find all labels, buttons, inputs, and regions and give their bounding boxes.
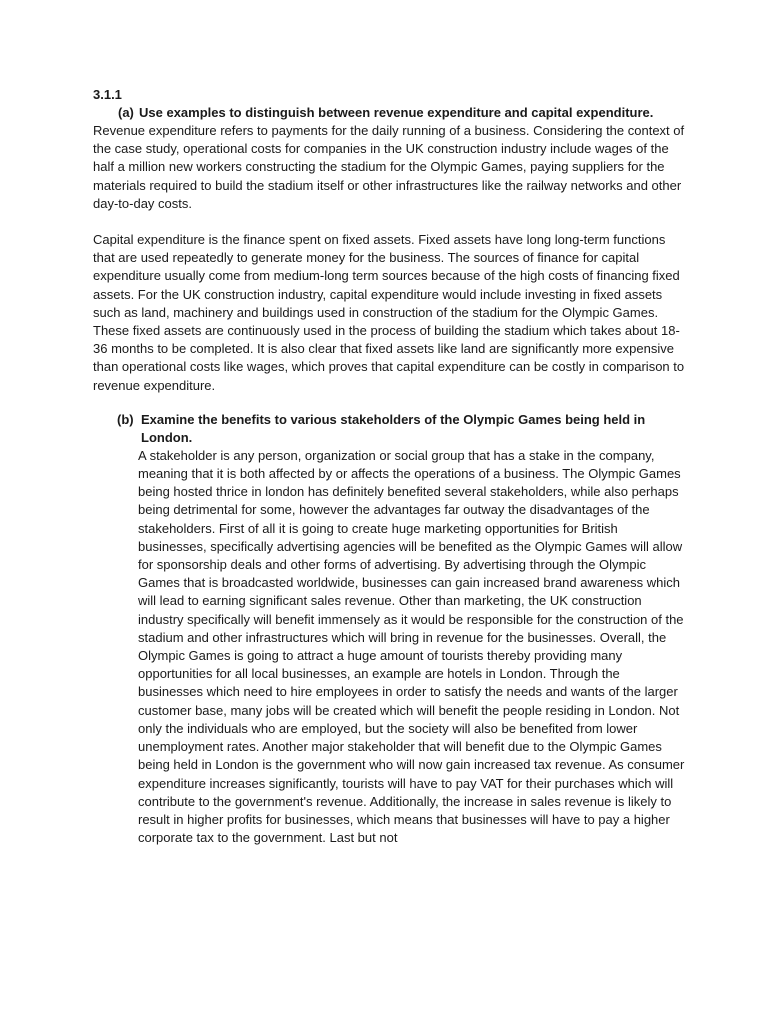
- question-b: [117, 411, 688, 447]
- question-b-letter: (b): [117, 411, 134, 427]
- answer-a-paragraph-revenue: Revenue expenditure refers to payments for the daily running of a business. Considering the context of the case study, operational costs for companies in the UK construction industry include wages of the half a million new workers constructing the stadium for the Olympic Games, paying suppliers for the materials required to build the stadium itself or other infrastructures like the railway networks and other day-to-day costs.: [93, 123, 685, 211]
- question-b-text: Examine the benefits to various stakeholders of the Olympic Games being held in London.: [141, 411, 646, 445]
- question-a: [118, 104, 688, 122]
- answer-a-paragraph-capital: Capital expenditure is the finance spent on fixed assets. Fixed assets have long long-term functions that are used repeatedly to generate money for the business. The sources of finance for capital expenditure usually come from medium-long term sources because of the high costs of financing fixed assets. For the UK construction industry, capital expenditure would include investing in fixed assets such as land, machinery and buildings used in construction of the stadium for the Olympic Games. These fixed assets are continuously used in the process of building the stadium which takes about 18-36 months to be completed. It is also clear that fixed assets like land are significantly more expensive than operational costs like wages, which proves that capital expenditure can be costly in comparison to revenue expenditure.: [93, 232, 685, 393]
- question-a-text: Use examples to distinguish between revenue expenditure and capital expenditure.: [139, 105, 654, 120]
- section-number: 3.1.1: [93, 87, 122, 102]
- question-a-letter: (a): [118, 105, 134, 120]
- answer-b-paragraph: A stakeholder is any person, organization or social group that has a stake in the company, meaning that it is both affected by or affects the operations of a business. The Olympic Games being hosted thrice in london has definitely benefited several stakeholders, while also perhaps being detrimental for some, however the advantages far outway the disadvantages of the stakeholders. First of all it is going to create huge marketing opportunities for British businesses, specifically advertising agencies will be benefited as the Olympic Games will allow for sponsorship deals and other forms of advertising. By advertising through the Olympic Games that is broadcasted worldwide, businesses can gain increased brand awareness which will lead to earning significant sales revenue. Other than marketing, the UK construction industry specifically will benefit immensely as it would be responsible for the construction of the stadium and other infrastructures which will bring in revenue for the businesses. Overall, the Olympic Games is going to attract a huge amount of tourists thereby providing many opportunities for all local businesses, an example are hotels in London. Through the businesses which need to hire employees in order to satisfy the needs and wants of the larger customer base, many jobs will be created which will benefit the people residing in London. Not only the individuals who are employed, but the society will also be benefited from lower unemployment rates. Another major stakeholder that will benefit due to the Olympic Games being held in London is the government who will now gain increased tax revenue. As consumer expenditure increases significantly, tourists will have to pay VAT for their purchases which will contribute to the government's revenue. Additionally, the increase in sales revenue is likely to result in higher profits for businesses, which means that businesses will have to pay a higher corporate tax to the government. Last but not: [138, 447, 685, 846]
